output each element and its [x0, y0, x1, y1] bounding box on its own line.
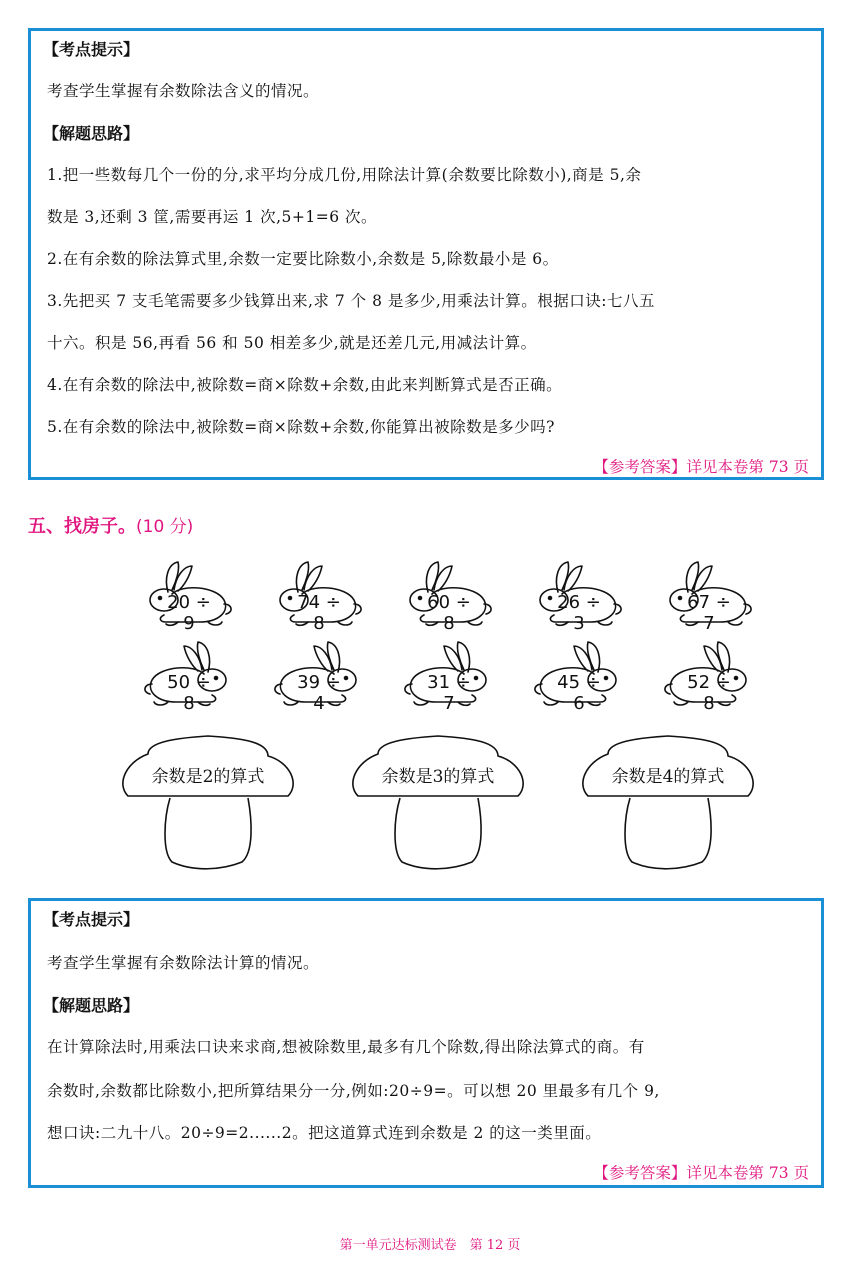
idea-line: 想口诀:二九十八。20÷9=2......2。把这道算式连到余数是 2 的这一类里面。	[47, 1124, 602, 1142]
idea-heading: 【解题思路】	[43, 124, 140, 143]
tip-text: 考查学生掌握有余数除法含义的情况。	[47, 82, 320, 100]
division-expression: 50 ÷ 8	[167, 672, 211, 714]
house-label: 余数是4的算式	[611, 767, 725, 787]
idea-line: 余数时,余数都比除数小,把所算结果分一分,例如:20÷9=。可以想 20 里最多有几个 9,	[47, 1082, 660, 1100]
tip-text: 考查学生掌握有余数除法计算的情况。	[47, 954, 320, 972]
rabbit-card[interactable]	[528, 560, 628, 634]
tip-heading: 【考点提示】	[43, 910, 140, 929]
rabbit-card[interactable]	[138, 560, 238, 634]
mushroom-house[interactable]	[348, 734, 528, 874]
rabbit-card[interactable]	[138, 640, 238, 714]
idea-line: 十六。积是 56,再看 56 和 50 相差多少,就是还差几元,用减法计算。	[47, 334, 537, 352]
idea-heading: 【解题思路】	[43, 996, 140, 1015]
rabbit-card[interactable]	[398, 640, 498, 714]
tip-heading: 【考点提示】	[43, 40, 140, 59]
division-expression: 20 ÷ 9	[167, 592, 211, 634]
mushroom-house[interactable]	[118, 734, 298, 874]
division-expression: 52 ÷ 8	[687, 672, 731, 714]
idea-line: 4.在有余数的除法中,被除数=商×除数+余数,由此来判断算式是否正确。	[47, 376, 563, 394]
answer-reference	[593, 455, 809, 477]
idea-line: 2.在有余数的除法算式里,余数一定要比除数小,余数是 5,除数最小是 6。	[47, 250, 559, 268]
division-expression: 39 ÷ 4	[297, 672, 341, 714]
division-expression: 26 ÷ 3	[557, 592, 601, 634]
answer-text: 详见本卷第 73 页	[686, 1164, 809, 1182]
house-label: 余数是3的算式	[381, 767, 495, 787]
idea-line: 在计算除法时,用乘法口诀来求商,想被除数里,最多有几个除数,得出除法算式的商。有	[47, 1038, 645, 1056]
division-expression: 31 ÷ 7	[427, 672, 471, 714]
hint-box-2	[28, 898, 824, 1188]
section-title-text: 五、找房子。	[28, 516, 136, 537]
rabbit-card[interactable]	[528, 640, 628, 714]
idea-line: 数是 3,还剩 3 筐,需要再运 1 次,5+1=6 次。	[47, 208, 377, 226]
mushroom-house[interactable]	[578, 734, 758, 874]
division-expression: 67 ÷ 7	[687, 592, 731, 634]
answer-reference	[593, 1161, 809, 1183]
division-expression: 60 ÷ 8	[427, 592, 471, 634]
section-title	[28, 512, 193, 538]
answer-tag: 【参考答案】	[593, 458, 687, 476]
division-expression: 74 ÷ 8	[297, 592, 341, 634]
idea-line: 1.把一些数每几个一份的分,求平均分成几份,用除法计算(余数要比除数小),商是 5,余	[47, 166, 642, 184]
hint-box-1	[28, 28, 824, 480]
answer-text: 详见本卷第 73 页	[686, 458, 809, 476]
rabbit-card[interactable]	[658, 560, 758, 634]
answer-tag: 【参考答案】	[593, 1164, 687, 1182]
idea-line: 5.在有余数的除法中,被除数=商×除数+余数,你能算出被除数是多少吗?	[47, 418, 555, 436]
idea-line: 3.先把买 7 支毛笔需要多少钱算出来,求 7 个 8 是多少,用乘法计算。根据口诀:七八五	[47, 292, 656, 310]
rabbit-card[interactable]	[398, 560, 498, 634]
rabbit-card[interactable]	[658, 640, 758, 714]
division-expression: 45 ÷ 6	[557, 672, 601, 714]
section-points: (10 分)	[136, 517, 194, 537]
house-label: 余数是2的算式	[151, 767, 265, 787]
page-footer: 第一单元达标测试卷 第 12 页	[339, 1238, 521, 1253]
rabbit-card[interactable]	[268, 640, 368, 714]
rabbit-card[interactable]	[268, 560, 368, 634]
